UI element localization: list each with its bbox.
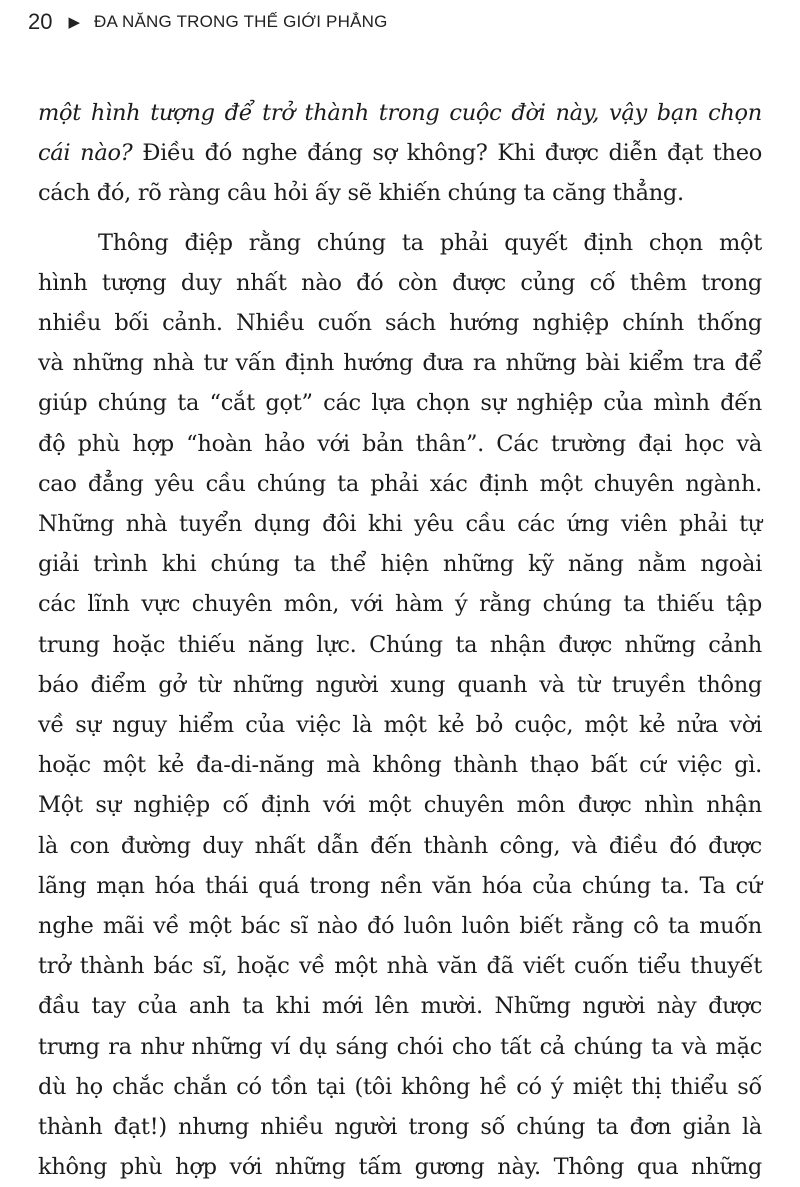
paragraph-2-line: giúp chúng ta “cắt gọt” các lựa chọn sự nghiệp của mình đến — [38, 390, 762, 417]
paragraph-2-line: là con đường duy nhất dẫn đến thành công, và điều đó được — [38, 832, 762, 859]
paragraph-2-line: thành đạt!) nhưng nhiều người trong số chúng ta đơn giản là — [38, 1114, 762, 1141]
paragraph-2-line: hoặc một kẻ đa-di-năng mà không thành thạo bất cứ việc gì. — [38, 752, 762, 779]
paragraph-2-line: Những nhà tuyển dụng đôi khi yêu cầu các ứng viên phải tự — [38, 511, 762, 538]
paragraph-1-line-2-rest: Điều đó nghe đáng sợ không? Khi được diễn đạt theo — [132, 140, 762, 167]
paragraph-2-line: lãng mạn hóa thái quá trong nền văn hóa của chúng ta. Ta cứ — [38, 872, 762, 899]
paragraph-2-line: nghe mãi về một bác sĩ nào đó luôn luôn biết rằng cô ta muốn — [38, 913, 762, 940]
paragraph-2-line: báo điểm gở từ những người xung quanh và từ truyền thông — [38, 671, 762, 698]
page-body — [38, 93, 762, 1187]
paragraph-1-line-2 — [38, 133, 762, 173]
paragraph-2-line: cao đẳng yêu cầu chúng ta phải xác định một chuyên ngành. — [38, 470, 762, 497]
paragraph-2-line: Thông điệp rằng chúng ta phải quyết định chọn một — [98, 229, 762, 256]
running-title: ĐA NĂNG TRONG THẾ GIỚI PHẲNG — [94, 12, 388, 31]
paragraph-2-line: giải trình khi chúng ta thể hiện những kỹ năng nằm ngoài — [38, 551, 762, 578]
paragraph-1-line-1: một hình tượng để trở thành trong cuộc đời này, vậy bạn chọn — [38, 100, 762, 126]
paragraph-2-line: dù họ chắc chắn có tồn tại (tôi không hề có ý miệt thị thiểu số — [38, 1073, 762, 1100]
triangle-right-icon: ▶ — [68, 14, 81, 31]
paragraph-2-line: Một sự nghiệp cố định với một chuyên môn được nhìn nhận — [38, 792, 762, 819]
paragraph-2-line: các lĩnh vực chuyên môn, với hàm ý rằng chúng ta thiếu tập — [38, 591, 762, 618]
paragraph-2-line: trưng ra như những ví dụ sáng chói cho tất cả chúng ta và mặc — [38, 1033, 762, 1060]
italic-question: cái nào? — [38, 140, 133, 167]
paragraph-2-line: đầu tay của anh ta khi mới lên mười. Những người này được — [38, 993, 762, 1020]
paragraph-2-line: không phù hợp với những tấm gương này. Thông qua những — [38, 1154, 762, 1181]
running-header — [28, 7, 780, 37]
paragraph-2-line: trở thành bác sĩ, hoặc về một nhà văn đã viết cuốn tiểu thuyết — [38, 953, 762, 980]
paragraph-2-line: độ phù hợp “hoàn hảo với bản thân”. Các trường đại học và — [38, 430, 762, 457]
paragraph-2-line: về sự nguy hiểm của việc là một kẻ bỏ cuộc, một kẻ nửa vời — [38, 712, 762, 739]
paragraph-2-line: nhiều bối cảnh. Nhiều cuốn sách hướng nghiệp chính thống — [38, 310, 762, 337]
paragraph-2-line: và những nhà tư vấn định hướng đưa ra những bài kiểm tra để — [38, 350, 762, 377]
paragraph-2-line: trung hoặc thiếu năng lực. Chúng ta nhận được những cảnh — [38, 631, 762, 658]
paragraph-2-line: hình tượng duy nhất nào đó còn được củng cố thêm trong — [38, 269, 762, 296]
page-number: 20 — [28, 9, 53, 34]
paragraph-1-line-3: cách đó, rõ ràng câu hỏi ấy sẽ khiến chúng ta căng thẳng. — [38, 180, 684, 207]
